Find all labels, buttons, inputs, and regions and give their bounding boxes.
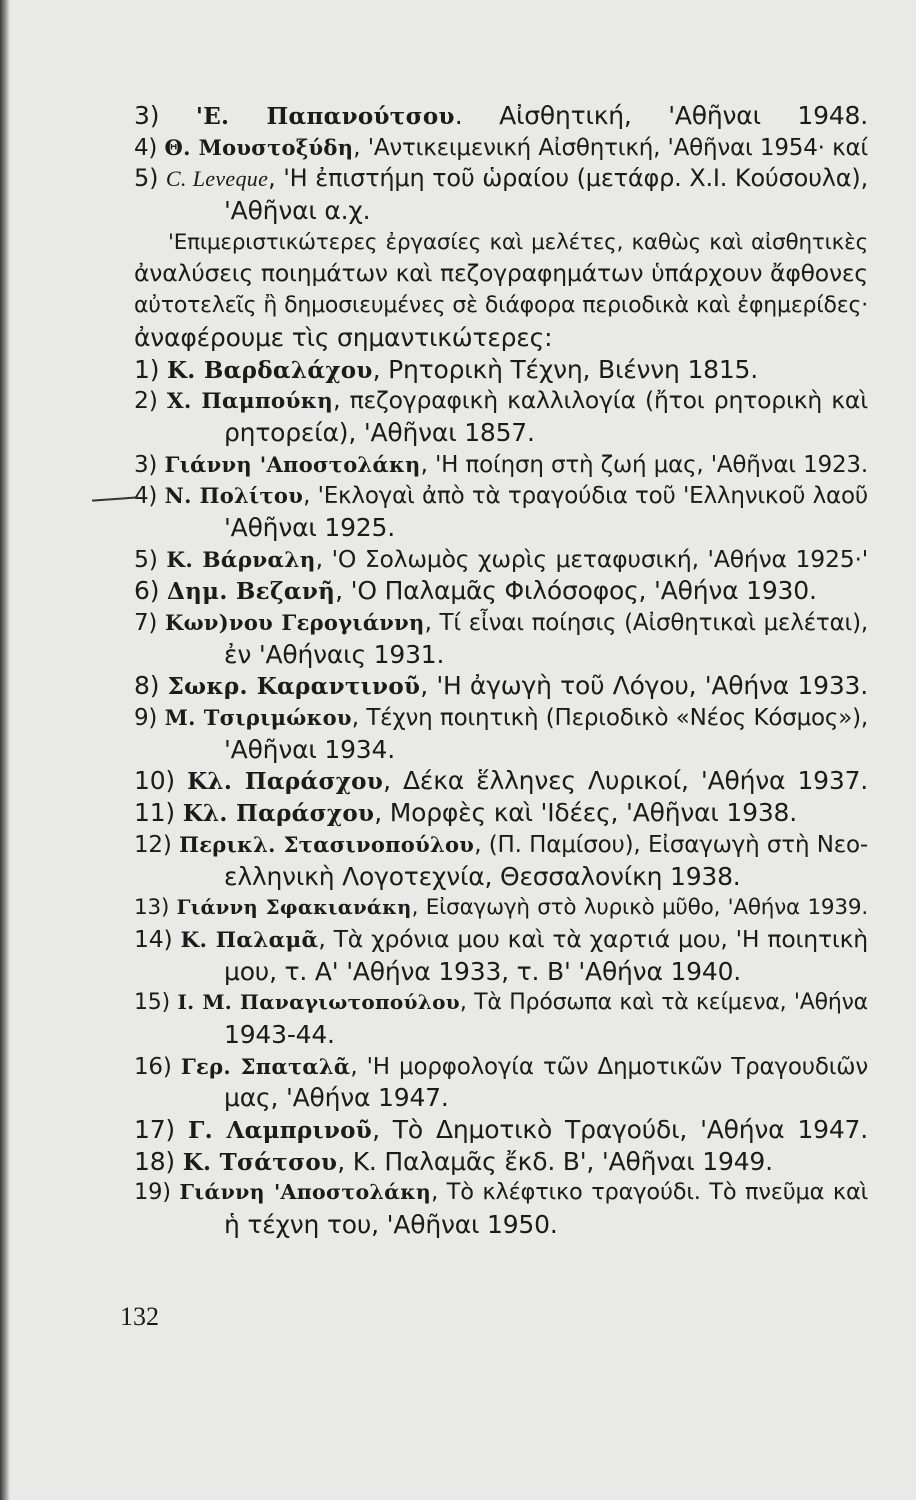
paragraph-line: ἀναλύσεις ποιημάτων καὶ πεζογραφημάτων ὑπάρχουν ἄφθονες: [134, 259, 868, 288]
item-number: 5): [134, 544, 158, 573]
item-text: , Τὰ χρόνια μου καὶ τὰ χαρτιά μου, 'Η ποιητικὴ: [318, 924, 868, 953]
list-item: [134, 892, 868, 924]
author-name: Περικλ. Στασινοπούλου: [179, 831, 475, 857]
author-name: Γιάννη 'Αποστολάκη: [179, 1180, 432, 1205]
list-item: [134, 1114, 868, 1146]
list-item-continuation: [134, 195, 868, 227]
author-name: Κ. Βάρναλη: [166, 547, 316, 573]
item-number: 1): [134, 354, 160, 384]
item-number: 8): [134, 671, 160, 701]
list-item-continuation: 'Αθῆναι 1934.: [224, 734, 395, 764]
author-name: Κλ. Παράσχου: [182, 800, 375, 828]
item-text: , 'Η ποίηση στὴ ζωή μας, 'Αθῆναι 1923.: [420, 451, 868, 478]
item-text: , Τὸ κλέφτικο τραγούδι. Τὸ πνεῦμα καὶ: [431, 1179, 869, 1206]
item-number: 11): [134, 798, 175, 828]
author-name: Ν. Πολίτου: [164, 483, 304, 509]
list-item: [134, 354, 868, 386]
item-text: , Δέκα ἕλληνες Λυρικοί, 'Αθήνα 1937.: [383, 766, 869, 796]
item-text: , Τί εἶναι ποίησις (Αἰσθητικαὶ μελέται),: [424, 610, 868, 636]
list-item: [134, 829, 868, 861]
list-item: [134, 670, 868, 702]
list-item: [134, 924, 868, 956]
list-item-continuation: 1943-44.: [224, 1019, 335, 1049]
item-text: , 'Η μορφολογία τῶν Δημοτικῶν Τραγουδιῶν: [350, 1053, 868, 1080]
list-item: [134, 132, 868, 164]
author-name: Γερ. Σπαταλᾶ: [180, 1053, 351, 1079]
author-name: Κ. Βαρδαλάχου: [167, 356, 373, 384]
list-item: [134, 607, 868, 639]
list-item-continuation: μας, 'Αθήνα 1947.: [224, 1083, 449, 1113]
item-number: 18): [134, 1146, 175, 1176]
item-text: , 'Η ἐπιστήμη τοῦ ὡραίου (μετάφρ. Χ.Ι. Κούσουλα),: [268, 164, 869, 193]
author-name: Κλ. Παράσχου: [187, 768, 384, 796]
bibliography-list: [134, 354, 868, 1241]
item-text: , Μορφὲς καὶ 'Ιδέες, 'Αθῆναι 1938.: [374, 798, 797, 828]
item-text: , 'Αντικειμενική Αἰσθητική, 'Αθῆναι 1954· καί: [353, 134, 868, 161]
item-number: 10): [134, 766, 175, 796]
list-item: [134, 163, 868, 195]
author-name: Γιάννη Σφακιανάκη: [176, 896, 412, 920]
item-number: 6): [134, 576, 160, 606]
list-item-continuation: ἐν 'Αθήναις 1931.: [224, 639, 445, 669]
author-name: Κ. Παλαμᾶ: [180, 927, 319, 953]
item-number: 4): [134, 134, 158, 161]
page-edge-shadow: [0, 0, 10, 1500]
item-number: 5): [134, 164, 159, 193]
item-number: 14): [134, 924, 173, 953]
list-item: [134, 449, 868, 481]
author-name: Μ. Τσιριμώκου: [164, 705, 352, 731]
author-name: C. Leveque: [165, 166, 269, 192]
list-item-continuation: ἡ τέχνη του, 'Αθῆναι 1950.: [224, 1210, 558, 1240]
page-number: 132: [120, 1302, 159, 1331]
author-name: Γιάννη 'Αποστολάκη: [164, 451, 421, 477]
author-name: Γ. Λαμπρινοῦ: [187, 1117, 373, 1144]
item-text: , Κ. Παλαμᾶς ἔκδ. Β', 'Αθῆναι 1949.: [337, 1146, 773, 1176]
item-text: , Ρητορικὴ Τέχνη, Βιέννη 1815.: [372, 354, 759, 384]
item-number: 19): [134, 1179, 171, 1206]
list-item: [134, 544, 868, 576]
item-number: 16): [134, 1053, 172, 1080]
item-number: 2): [134, 386, 158, 415]
item-text: , 'Ο Παλαμᾶς Φιλόσοφος, 'Αθήνα 1930.: [335, 576, 817, 606]
list-item: [134, 1051, 868, 1083]
author-name: Κων)νου Γερογιάννη: [165, 610, 425, 635]
item-text: , 'Εκλογαὶ ἀπὸ τὰ τραγούδια τοῦ 'Ελληνικοῦ λαοῦ: [303, 483, 868, 510]
item-text: , Τὸ Δημοτικὸ Τραγούδι, 'Αθήνα 1947.: [372, 1115, 869, 1144]
list-item: [134, 1177, 868, 1209]
item-number: 3): [134, 451, 158, 478]
item-text: . Αἰσθητική, 'Αθῆναι 1948.: [454, 101, 869, 130]
author-name: Ι. Μ. Παναγιωτοπούλου: [177, 990, 460, 1015]
item-number: 9): [134, 705, 158, 732]
list-item: [134, 100, 868, 132]
list-item: [134, 987, 868, 1019]
document-body: [134, 100, 868, 1241]
author-name: Κ. Τσάτσου: [182, 1148, 338, 1176]
author-name: Θ. Μουστοξύδη: [164, 134, 354, 160]
author-name: Χ. Παμπούκη: [166, 389, 334, 415]
paragraph-line: ἀναφέρουμε τὶς σημαντικώτερες:: [134, 322, 553, 352]
list-item: [134, 765, 868, 797]
item-text: , πεζογραφικὴ καλλιλογία (ἤτοι ρητορικὴ καὶ: [333, 386, 868, 415]
pencil-dash-mark: [92, 497, 138, 502]
item-text: , (Π. Παμίσου), Εἰσαγωγὴ στὴ Νεο-: [474, 831, 868, 858]
item-number: 17): [134, 1115, 175, 1144]
item-text: 'Αθῆναι α.χ.: [224, 196, 371, 226]
item-number: 4): [134, 483, 158, 510]
item-text: , 'Η ἀγωγὴ τοῦ Λόγου, 'Αθήνα 1933.: [420, 671, 868, 701]
item-number: 7): [134, 610, 158, 636]
paragraph-line: αὐτοτελεῖς ἢ δημοσιευμένες σὲ διάφορα περιοδικὰ καὶ ἐφημερίδες·: [134, 293, 868, 319]
list-item-continuation: ελληνικὴ Λογοτεχνία, Θεσσαλονίκη 1938.: [224, 861, 741, 891]
author-name: 'Ε. Παπανούτσου: [195, 103, 455, 130]
list-item: [134, 480, 868, 512]
item-text: , Τὰ Πρόσωπα καὶ τὰ κείμενα, 'Αθήνα: [459, 990, 868, 1016]
list-item-continuation: 'Αθῆναι 1925.: [224, 512, 395, 542]
item-number: 3): [134, 101, 160, 130]
item-number: 12): [134, 831, 172, 858]
paragraph-line: 'Επιμεριστικώτερες ἐργασίες καὶ μελέτες, καθὼς καὶ αἰσθητικὲς: [168, 229, 868, 255]
list-item: [134, 1146, 868, 1178]
list-item: [134, 702, 868, 734]
list-item: [134, 797, 868, 829]
author-name: Δημ. Βεζανῆ: [167, 578, 336, 606]
item-text: , 'Ο Σολωμὸς χωρὶς μεταφυσική, 'Αθήνα 1925·': [315, 544, 868, 573]
list-item-continuation: μου, τ. Α' 'Αθήνα 1933, τ. Β' 'Αθήνα 1940.: [224, 956, 742, 986]
item-text: , Εἰσαγωγὴ στὸ λυρικὸ μῦθο, 'Αθήνα 1939.: [411, 895, 868, 921]
author-name: Σωκρ. Καραντινοῦ: [167, 673, 421, 701]
list-item-continuation: ρητορεία), 'Αθῆναι 1857.: [224, 417, 535, 447]
list-item: [134, 385, 868, 417]
list-item: [134, 575, 868, 607]
item-number: 15): [134, 990, 170, 1016]
item-text: , Τέχνη ποιητικὴ (Περιοδικὸ «Νέος Κόσμος»),: [351, 705, 868, 732]
item-number: 13): [134, 895, 170, 921]
